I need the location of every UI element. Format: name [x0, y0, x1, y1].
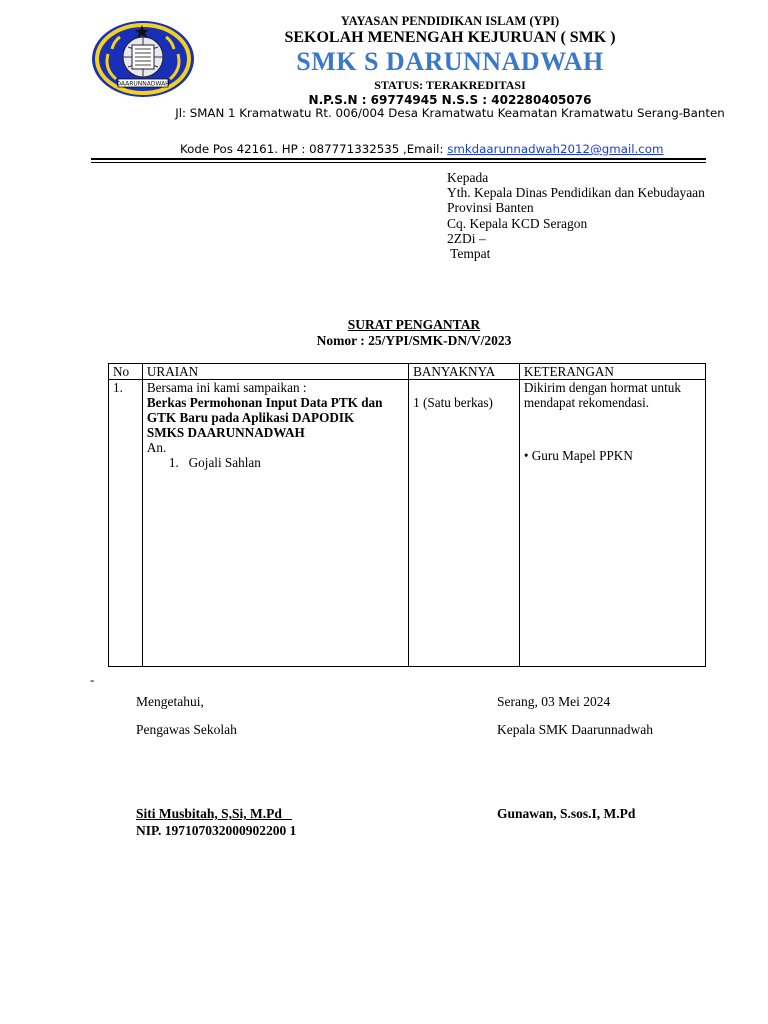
cell-no: 1.	[109, 380, 143, 667]
col-header-keterangan: KETERANGAN	[519, 364, 705, 380]
recipient-line: Provinsi Banten	[447, 200, 534, 216]
supervisor-nip: NIP. 197107032000902200 1	[136, 823, 297, 838]
accreditation-status: STATUS: TERAKREDITASI	[374, 78, 526, 92]
recipient-line: Yth. Kepala Dinas Pendidikan dan Kebudayaan	[447, 185, 705, 201]
principal-name: Gunawan, S.sos.I, M.Pd	[497, 806, 636, 821]
stray-dash: -	[90, 672, 95, 687]
table-row	[109, 380, 706, 667]
letter-title-block	[0, 317, 768, 349]
supervisor-name: Siti Musbitah, S,Si, M.Pd	[136, 806, 293, 821]
items-table	[108, 363, 706, 667]
header-rule-thin	[91, 162, 706, 163]
school-name: SMK S DARUNNADWAH	[296, 47, 604, 76]
recipient-line: Kepada	[447, 170, 489, 185]
header-rule	[91, 158, 706, 160]
uraian-item-2: SMKS DAARUNNADWAH	[146, 425, 305, 440]
supervisor-role: Pengawas Sekolah	[136, 722, 237, 737]
recipient-line: 2ZDi –	[447, 230, 486, 246]
cell-quantity	[409, 380, 520, 667]
uraian-item-1: Berkas Permohonan Input Data PTK dan GTK Baru pada Aplikasi DAPODIK	[146, 395, 383, 425]
recipient-block	[447, 170, 705, 261]
col-header-banyaknya: BANYAKNYA	[409, 364, 520, 380]
contact-prefix: Kode Pos 42161. HP : 087771332535 ,Email:	[180, 142, 448, 156]
recipient-line: Cq. Kepala KCD Seragon	[447, 215, 588, 231]
school-type: SEKOLAH MENENGAH KEJURUAN ( SMK )	[284, 29, 616, 46]
cell-note	[519, 380, 705, 667]
logo-text: DAARUNNADWAH	[116, 80, 170, 88]
uraian-intro: Bersama ini kami sampaikan :	[146, 380, 307, 395]
email-link[interactable]: smkdaarunnadwah2012@gmail.com	[447, 142, 664, 156]
contact-line	[180, 142, 663, 156]
foundation-name: YAYASAN PENDIDIKAN ISLAM (YPI)	[340, 14, 560, 28]
letter-number: Nomor : 25/YPI/SMK-DN/V/2023	[316, 333, 512, 348]
note-text: Dikirim dengan hormat untuk mendapat rekomendasi.	[523, 380, 681, 410]
principal-role: Kepala SMK Daarunnadwah	[497, 722, 653, 737]
uraian-an: An.	[146, 440, 167, 455]
school-address: Jl: SMAN 1 Kramatwatu Rt. 006/004 Desa Kramatwatu Keamatan Kramatwatu Serang-Banten	[175, 106, 725, 120]
bullet-item: • Guru Mapel PPKN	[523, 448, 633, 463]
npsn-nss: N.P.S.N : 69774945 N.S.S : 402280405076	[308, 93, 592, 107]
table-header-row	[109, 364, 706, 380]
place-date: Serang, 03 Mei 2024	[497, 694, 611, 709]
acknowledge-label: Mengetahui,	[136, 694, 204, 709]
cell-uraian	[142, 380, 408, 667]
quantity-text: 1 (Satu berkas)	[413, 395, 493, 410]
uraian-name: 1. Gojali Sahlan	[168, 455, 261, 470]
col-header-uraian: URAIAN	[142, 364, 408, 380]
letter-title: SURAT PENGANTAR	[347, 317, 481, 332]
col-header-no: No	[109, 364, 143, 380]
recipient-line: Tempat	[447, 246, 491, 262]
